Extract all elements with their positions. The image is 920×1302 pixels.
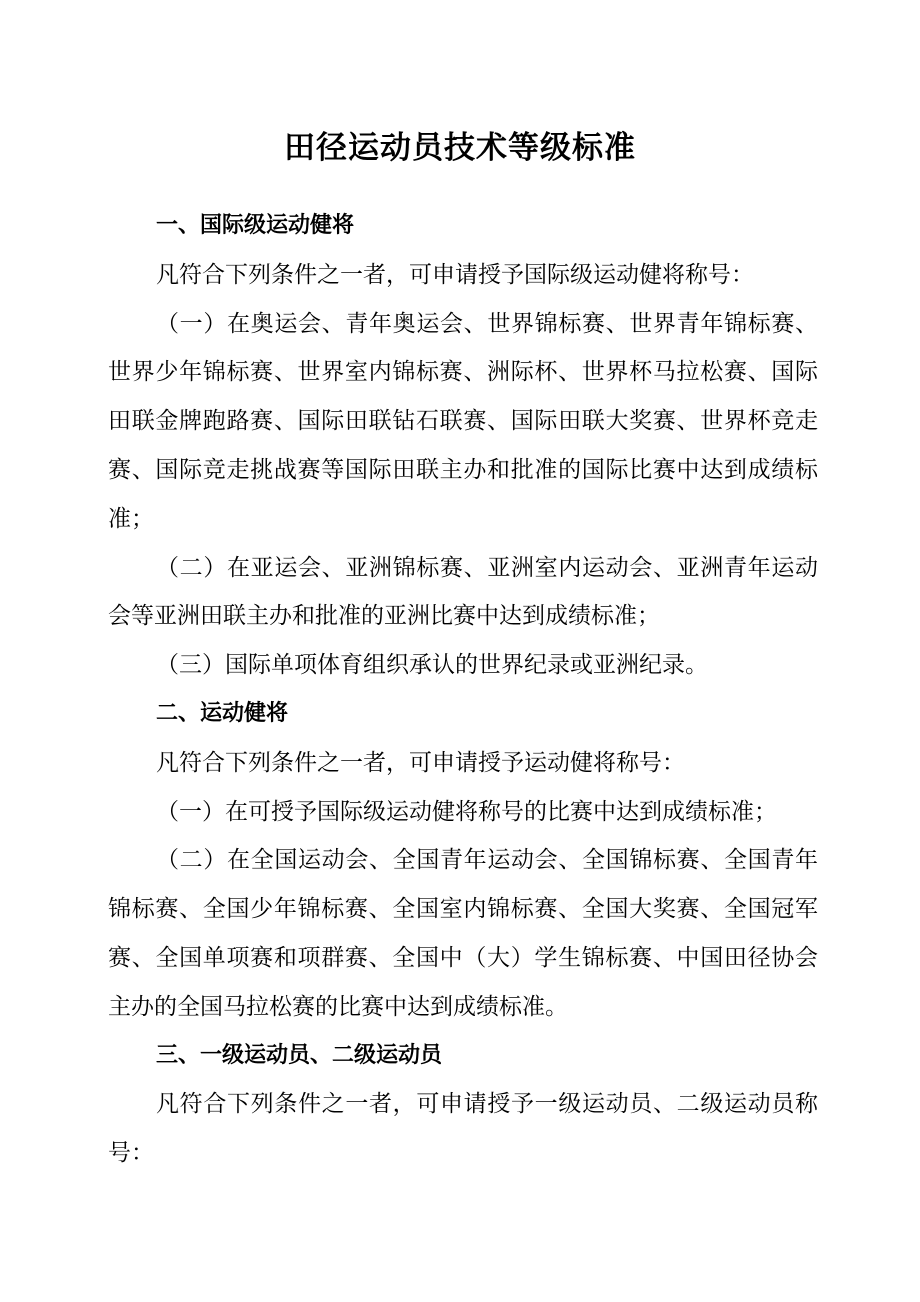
section-heading-master: 二、运动健将	[156, 700, 289, 726]
document-title: 田径运动员技术等级标准	[284, 130, 636, 166]
document-body	[108, 202, 818, 1178]
paragraph: 凡符合下列条件之一者，可申请授予一级运动员、二级运动员称号：	[108, 1091, 818, 1167]
paragraph: 凡符合下列条件之一者，可申请授予运动健将称号：	[156, 749, 685, 776]
paragraph: 凡符合下列条件之一者，可申请授予国际级运动健将称号：	[156, 261, 754, 288]
paragraph: （一）在可授予国际级运动健将称号的比赛中达到成绩标准；	[156, 798, 777, 825]
paragraph: （一）在奥运会、青年奥运会、世界锦标赛、世界青年锦标赛、世界少年锦标赛、世界室内锦标赛、洲际杯、世界杯马拉松赛、国际田联金牌跑路赛、国际田联钻石联赛、国际田联大奖赛、世界杯竞走赛、国际竞走挑战赛等国际田联主办和批准的国际比赛中达到成绩标准；	[108, 310, 818, 532]
paragraph: （三）国际单项体育组织承认的世界纪录或亚洲纪录。	[156, 652, 708, 679]
paragraph: （二）在亚运会、亚洲锦标赛、亚洲室内运动会、亚洲青年运动会等亚洲田联主办和批准的亚洲比赛中达到成绩标准；	[108, 554, 818, 630]
paragraph: （二）在全国运动会、全国青年运动会、全国锦标赛、全国青年锦标赛、全国少年锦标赛、全国室内锦标赛、全国大奖赛、全国冠军赛、全国单项赛和项群赛、全国中（大）学生锦标赛、中国田径协会主办的全国马拉松赛的比赛中达到成绩标准。	[108, 847, 818, 1020]
section-heading-international-master: 一、国际级运动健将	[156, 213, 355, 238]
section-heading-first-second-class: 三、一级运动员、二级运动员	[156, 1042, 443, 1068]
